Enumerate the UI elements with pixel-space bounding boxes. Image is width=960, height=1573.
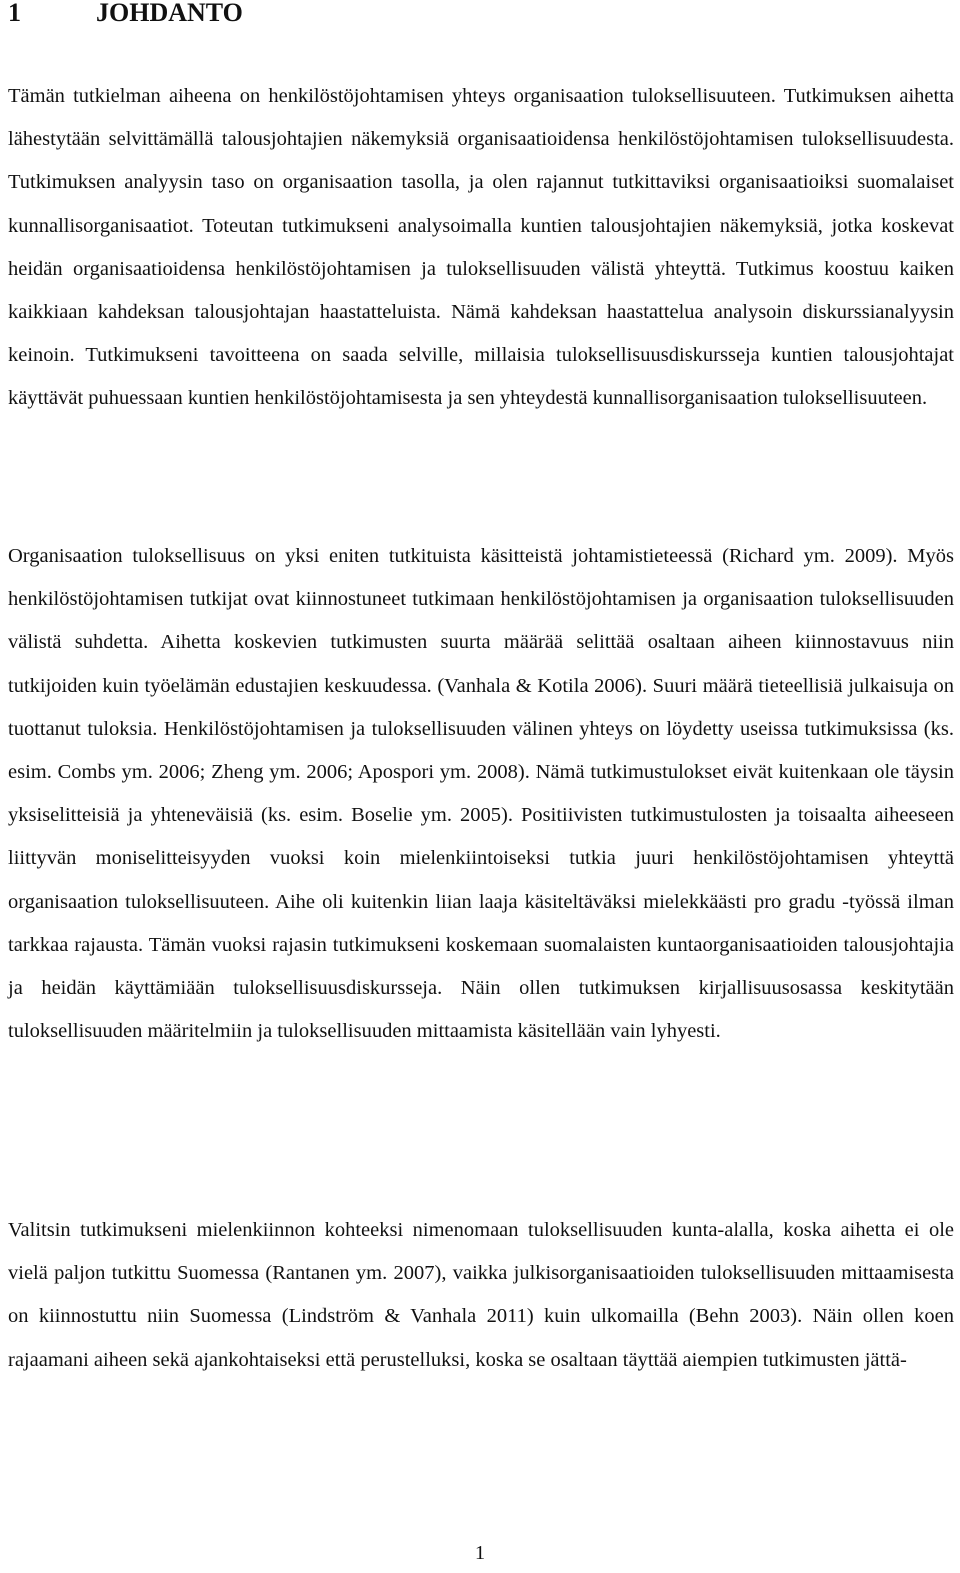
page-number: 1 [474,1542,486,1564]
body-paragraph: Tämän tutkielman aiheena on henkilöstöjohtamisen yhteys organisaation tuloksellisuuteen. Tutkimuksen aihetta lähestytään selvittämällä talousjohtajien näkemyksiä organisaatioidensa henkilöstöjohtamisen tuloksellisuudesta. Tutkimuksen analyysin taso on organisaation tasolla, ja olen rajannut tutkittaviksi organisaatioiksi suomalaiset kunnallisorganisaatiot. Toteutan tutkimukseni analysoimalla kuntien talousjohtajien näkemyksiä, jotka koskevat heidän organisaatioidensa henkilöstöjohtamisen ja tuloksellisuuden välistä yhteyttä. Tutkimus koostuu kaiken kaikkiaan kahdeksan talousjohtajan haastatteluista. Nämä kahdeksan haastattelua analysoin diskurssianalyysin keinoin. Tutkimukseni tavoitteena on saada selville, millaisia tuloksellisuusdiskursseja kuntien talousjohtajat käyttävät puhuessaan kuntien henkilöstöjohtamisesta ja sen yhteydestä kunnallisorganisaation tuloksellisuuteen. [8,85,954,410]
body-paragraph: Valitsin tutkimukseni mielenkiinnon kohteeksi nimenomaan tuloksellisuuden kunta-alalla, koska aihetta ei ole vielä paljon tutkittu Suomessa (Rantanen ym. 2007), vaikka julkisorganisaatioiden tuloksellisuuden mittaamisesta on kiinnostuttu niin Suomessa (Lindström & Vanhala 2011) kuin ulkomailla (Behn 2003). Näin ollen koen rajaamani aiheen sekä ajankohtaiseksi että perustelluksi, koska se osaltaan täyttää aiempien tutkimusten jättä- [8,1219,954,1371]
chapter-title: JOHDANTO [96,0,243,27]
chapter-number: 1 [8,0,21,27]
chapter-heading [8,0,243,30]
body-paragraph: Organisaation tuloksellisuus on yksi eniten tutkituista käsitteistä johtamistieteessä (Richard ym. 2009). Myös henkilöstöjohtamisen tutkijat ovat kiinnostuneet tutkimaan henkilöstöjohtamisen ja organisaation tuloksellisuuden välistä suhdetta. Aihetta koskevien tutkimusten suurta määrää selittää osaltaan aiheen kiinnostavuus niin tutkijoiden kuin työelämän edustajien keskuudessa. (Vanhala & Kotila 2006). Suuri määrä tieteellisiä julkaisuja on tuottanut tuloksia. Henkilöstöjohtamisen ja tuloksellisuuden välinen yhteys on löydetty useissa tutkimuksissa (ks. esim. Combs ym. 2006; Zheng ym. 2006; Apospori ym. 2008). Nämä tutkimustulokset eivät kuitenkaan ole täysin yksiselitteisiä ja yhteneväisiä (ks. esim. Boselie ym. 2005). Positiivisten tutkimustulosten ja toisaalta aiheeseen liittyvän moniselitteisyyden vuoksi koin mielenkiintoiseksi tutkia juuri henkilöstöjohtamisen yhteyttä organisaation tuloksellisuuteen. Aihe oli kuitenkin liian laaja käsiteltäväksi mielekkäästi pro gradu -työssä ilman tarkkaa rajausta. Tämän vuoksi rajasin tutkimukseni koskemaan suomalaisten kuntaorganisaatioiden talousjohtajia ja heidän käyttämiään tuloksellisuusdiskursseja. Näin ollen tutkimuksen kirjallisuusosassa keskitytään tuloksellisuuden määritelmiin ja tuloksellisuuden mittaamista käsitellään vain lyhyesti. [8,545,954,1043]
